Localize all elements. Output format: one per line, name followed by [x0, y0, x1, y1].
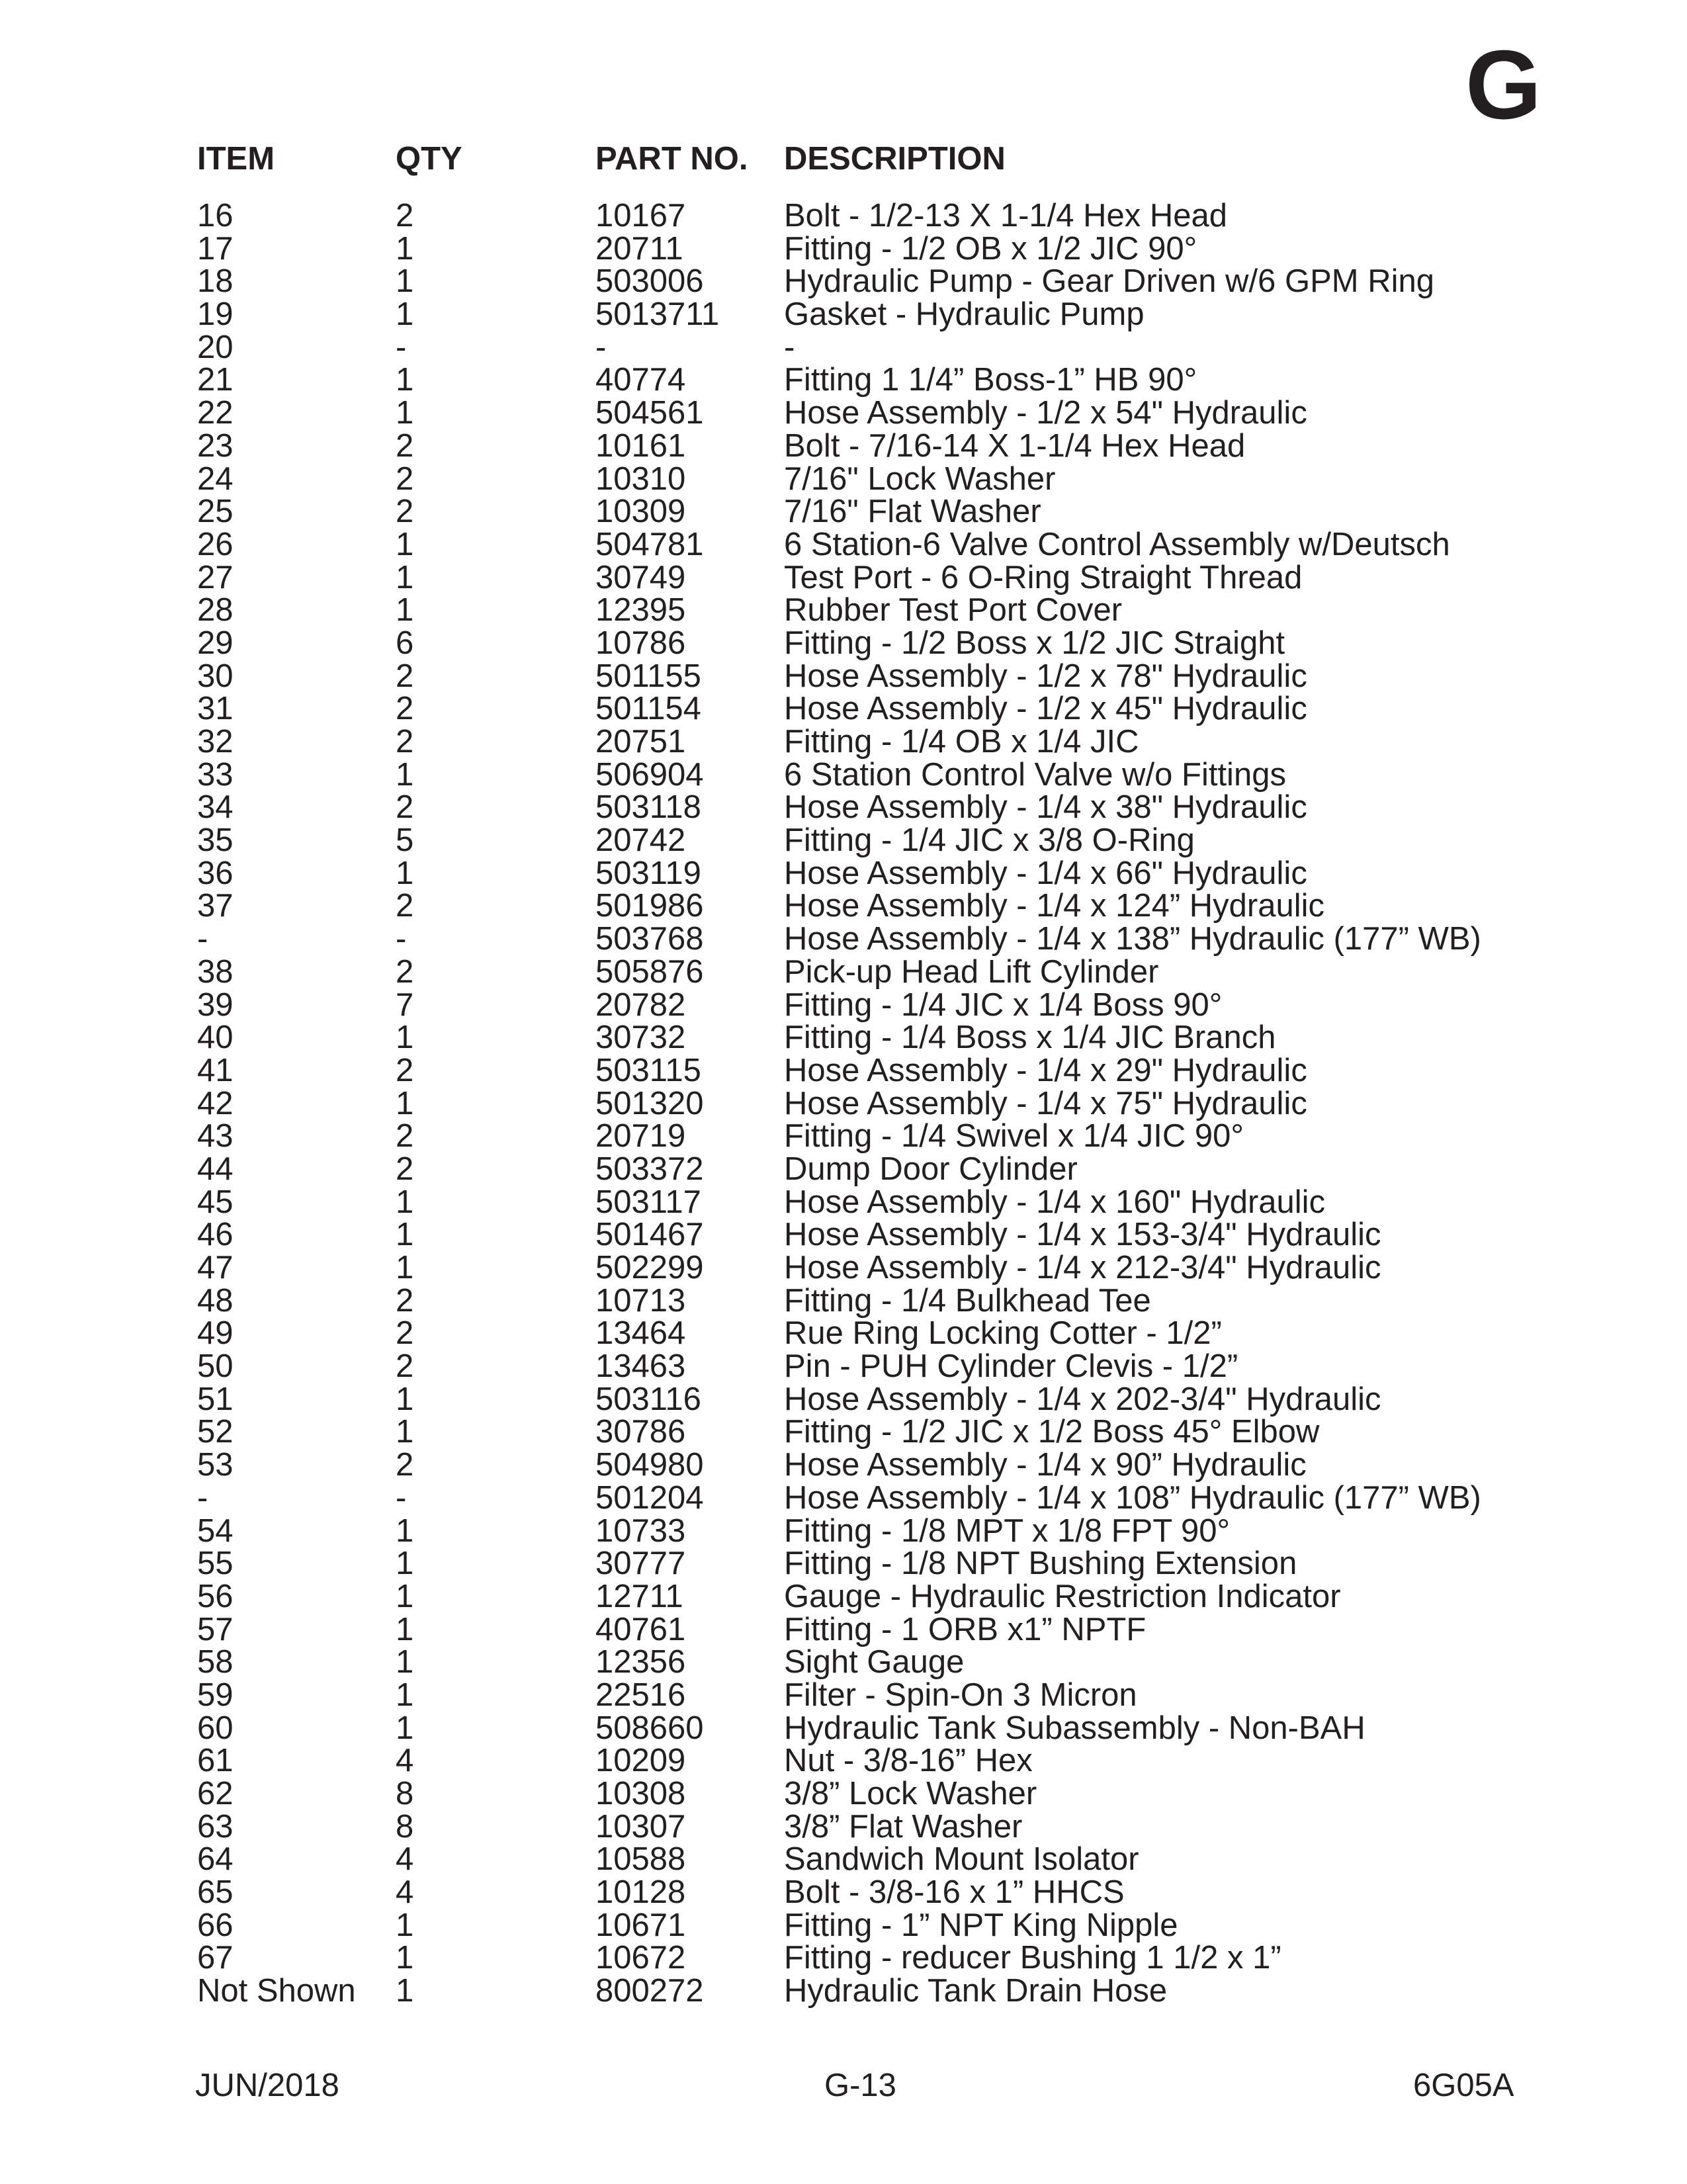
cell-part-no: 10733 — [595, 1512, 686, 1549]
table-row — [0, 857, 1687, 891]
cell-qty: - — [396, 1479, 407, 1516]
cell-item: 47 — [197, 1250, 234, 1286]
table-row — [0, 559, 1687, 595]
cell-item: 48 — [197, 1282, 234, 1319]
cell-part-no: 10672 — [595, 1940, 686, 1976]
table-row — [0, 1679, 1687, 1712]
table-row — [0, 1808, 1687, 1845]
cell-item: 30 — [197, 658, 234, 694]
cell-part-no: 501320 — [595, 1085, 704, 1121]
cell-qty: - — [396, 329, 407, 365]
cell-qty: 1 — [396, 559, 414, 595]
cell-item: 52 — [197, 1414, 234, 1450]
cell-qty: 1 — [396, 362, 414, 398]
table-row — [0, 331, 1687, 365]
cell-item: 23 — [197, 427, 234, 464]
cell-item: 64 — [197, 1841, 234, 1878]
cell-description: Pin - PUH Cylinder Clevis - 1/2” — [784, 1348, 1238, 1385]
cell-part-no: 503372 — [595, 1151, 704, 1187]
cell-description: Rue Ring Locking Cotter - 1/2” — [784, 1315, 1222, 1352]
cell-qty: 2 — [396, 1315, 414, 1352]
cell-part-no: 501155 — [595, 658, 701, 694]
table-header — [0, 140, 1687, 180]
table-row — [0, 1282, 1687, 1319]
cell-description: Fitting - 1/4 Bulkhead Tee — [784, 1282, 1151, 1319]
cell-part-no: 503006 — [595, 263, 704, 300]
cell-description: Rubber Test Port Cover — [784, 592, 1123, 629]
cell-item: 46 — [197, 1217, 234, 1253]
cell-part-no: 503115 — [595, 1052, 701, 1088]
cell-item: 56 — [197, 1578, 234, 1614]
cell-description: 6 Station Control Valve w/o Fittings — [784, 756, 1286, 793]
cell-part-no: 10588 — [595, 1841, 686, 1878]
table-row — [0, 1022, 1687, 1055]
cell-description: Hose Assembly - 1/4 x 212-3/4" Hydraulic — [784, 1250, 1381, 1286]
cell-qty: 2 — [396, 1282, 414, 1319]
table-row — [0, 1578, 1687, 1614]
cell-description: Fitting - 1/2 OB x 1/2 JIC 90° — [784, 230, 1197, 267]
cell-description: Bolt - 7/16-14 X 1-1/4 Hex Head — [784, 427, 1246, 464]
cell-item: 17 — [197, 230, 234, 267]
cell-description: Hose Assembly - 1/4 x 153-3/4" Hydraulic — [784, 1217, 1381, 1253]
cell-description: Fitting - 1/4 Swivel x 1/4 JIC 90° — [784, 1118, 1244, 1155]
cell-part-no: 13464 — [595, 1315, 686, 1352]
cell-qty: 1 — [396, 1217, 414, 1253]
table-row — [0, 496, 1687, 529]
cell-description: Nut - 3/8-16” Hex — [784, 1743, 1033, 1779]
cell-qty: 2 — [396, 724, 414, 760]
cell-item: 21 — [197, 362, 234, 398]
table-row — [0, 1085, 1687, 1121]
cell-part-no: 501986 — [595, 888, 704, 924]
cell-description: Fitting - 1/4 JIC x 3/8 O-Ring — [784, 822, 1195, 859]
table-row — [0, 1942, 1687, 1975]
cell-part-no: - — [595, 329, 607, 365]
cell-item: 29 — [197, 625, 234, 661]
table-row — [0, 1975, 1687, 2008]
cell-part-no: 508660 — [595, 1710, 704, 1746]
cell-description: Hydraulic Tank Subassembly - Non-BAH — [784, 1710, 1365, 1746]
cell-part-no: 10671 — [595, 1907, 686, 1943]
table-row — [0, 726, 1687, 759]
cell-qty: 2 — [396, 1447, 414, 1483]
cell-description: Sandwich Mount Isolator — [784, 1841, 1139, 1878]
table-row — [0, 1449, 1687, 1482]
table-row — [0, 660, 1687, 693]
table-row — [0, 890, 1687, 923]
cell-part-no: 503768 — [595, 921, 704, 957]
cell-description: Bolt - 1/2-13 X 1-1/4 Hex Head — [784, 198, 1228, 234]
header-item: ITEM — [197, 141, 275, 177]
cell-qty: 1 — [396, 296, 414, 333]
cell-item: 34 — [197, 789, 234, 826]
cell-item: 44 — [197, 1151, 234, 1187]
cell-qty: 2 — [396, 427, 414, 464]
cell-qty: 2 — [396, 1151, 414, 1187]
cell-description: 7/16" Flat Washer — [784, 494, 1041, 530]
cell-description: Fitting - 1/2 Boss x 1/2 JIC Straight — [784, 625, 1285, 661]
cell-qty: 1 — [396, 1907, 414, 1943]
cell-part-no: 20742 — [595, 822, 686, 859]
table-row — [0, 460, 1687, 497]
header-qty: QTY — [396, 141, 462, 177]
cell-item: - — [197, 921, 208, 957]
table-row — [0, 1745, 1687, 1778]
table-row — [0, 1479, 1687, 1516]
cell-description: Test Port - 6 O-Ring Straight Thread — [784, 559, 1303, 595]
cell-qty: 6 — [396, 625, 414, 661]
cell-description: Fitting - 1” NPT King Nipple — [784, 1907, 1178, 1943]
cell-description: Pick-up Head Lift Cylinder — [784, 953, 1159, 990]
cell-part-no: 506904 — [595, 756, 704, 793]
table-row — [0, 923, 1687, 956]
cell-item: 57 — [197, 1611, 234, 1647]
cell-description: Hose Assembly - 1/2 x 78" Hydraulic — [784, 658, 1307, 694]
cell-qty: 1 — [396, 395, 414, 431]
cell-description: Fitting - 1/4 JIC x 1/4 Boss 90° — [784, 986, 1223, 1023]
table-row — [0, 364, 1687, 397]
cell-part-no: 20711 — [595, 230, 683, 267]
cell-qty: 1 — [396, 1250, 414, 1286]
table-row — [0, 1778, 1687, 1811]
cell-part-no: 13463 — [595, 1348, 686, 1385]
cell-qty: 1 — [396, 230, 414, 267]
cell-description: Hose Assembly - 1/4 x 66" Hydraulic — [784, 855, 1307, 891]
cell-part-no: 501467 — [595, 1217, 704, 1253]
cell-item: 39 — [197, 986, 234, 1023]
table-row — [0, 953, 1687, 990]
cell-item: 45 — [197, 1184, 234, 1220]
cell-part-no: 30786 — [595, 1414, 686, 1450]
cell-item: 42 — [197, 1085, 234, 1121]
cell-description: Hose Assembly - 1/4 x 38" Hydraulic — [784, 789, 1307, 826]
cell-item: 36 — [197, 855, 234, 891]
cell-qty: 1 — [396, 1611, 414, 1647]
footer-date: JUN/2018 — [195, 2068, 339, 2103]
cell-part-no: 10307 — [595, 1808, 686, 1845]
cell-qty: - — [396, 921, 407, 957]
cell-part-no: 504980 — [595, 1447, 704, 1483]
cell-part-no: 10713 — [595, 1282, 686, 1319]
cell-qty: 1 — [396, 1973, 414, 2009]
cell-part-no: 10209 — [595, 1743, 686, 1779]
table-row — [0, 1252, 1687, 1285]
cell-description: 6 Station-6 Valve Control Assembly w/Deutsch — [784, 526, 1450, 562]
cell-item: - — [197, 1479, 208, 1516]
cell-item: 28 — [197, 592, 234, 629]
cell-part-no: 10128 — [595, 1874, 686, 1911]
cell-item: 25 — [197, 494, 234, 530]
cell-description: Filter - Spin-On 3 Micron — [784, 1677, 1137, 1713]
cell-part-no: 503119 — [595, 855, 701, 891]
table-row — [0, 427, 1687, 464]
cell-description: Hose Assembly - 1/2 x 54" Hydraulic — [784, 395, 1307, 431]
cell-qty: 1 — [396, 1020, 414, 1056]
table-row — [0, 791, 1687, 824]
cell-part-no: 20751 — [595, 724, 686, 760]
section-letter: G — [1465, 30, 1542, 140]
cell-item: 63 — [197, 1808, 234, 1845]
table-row — [0, 1909, 1687, 1943]
cell-part-no: 505876 — [595, 953, 704, 990]
cell-item: 59 — [197, 1677, 234, 1713]
cell-description: Fitting - 1/4 Boss x 1/4 JIC Branch — [784, 1020, 1276, 1056]
cell-qty: 2 — [396, 1118, 414, 1155]
cell-part-no: 12356 — [595, 1644, 686, 1681]
cell-description: Fitting - 1/2 JIC x 1/2 Boss 45° Elbow — [784, 1414, 1320, 1450]
cell-item: 61 — [197, 1743, 234, 1779]
cell-item: 32 — [197, 724, 234, 760]
table-row — [0, 1843, 1687, 1876]
cell-item: 35 — [197, 822, 234, 859]
table-row — [0, 1512, 1687, 1549]
cell-description: 3/8” Flat Washer — [784, 1808, 1023, 1845]
table-row — [0, 1712, 1687, 1745]
cell-description: Fitting - 1 ORB x1” NPTF — [784, 1611, 1146, 1647]
cell-qty: 1 — [396, 1546, 414, 1582]
cell-part-no: 30732 — [595, 1020, 686, 1056]
cell-part-no: 20719 — [595, 1118, 686, 1155]
footer-doc-code: 6G05A — [1413, 2068, 1514, 2103]
table-row — [0, 986, 1687, 1023]
table-row — [0, 594, 1687, 627]
cell-qty: 4 — [396, 1743, 414, 1779]
cell-part-no: 10308 — [595, 1776, 686, 1812]
cell-qty: 8 — [396, 1808, 414, 1845]
cell-item: 50 — [197, 1348, 234, 1385]
cell-description: Gasket - Hydraulic Pump — [784, 296, 1145, 333]
cell-qty: 1 — [396, 1381, 414, 1417]
cell-part-no: 10310 — [595, 460, 686, 497]
cell-qty: 2 — [396, 460, 414, 497]
cell-part-no: 503116 — [595, 1381, 701, 1417]
cell-part-no: 40774 — [595, 362, 686, 398]
cell-item: 67 — [197, 1940, 234, 1976]
cell-part-no: 30749 — [595, 559, 686, 595]
table-row — [0, 200, 1687, 233]
cell-item: 55 — [197, 1546, 234, 1582]
cell-description: Gauge - Hydraulic Restriction Indicator — [784, 1578, 1341, 1614]
table-row — [0, 1383, 1687, 1417]
cell-item: 20 — [197, 329, 234, 365]
cell-part-no: 502299 — [595, 1250, 704, 1286]
cell-qty: 1 — [396, 756, 414, 793]
cell-part-no: 22516 — [595, 1677, 686, 1713]
cell-part-no: 10309 — [595, 494, 686, 530]
cell-qty: 1 — [396, 1644, 414, 1681]
table-row — [0, 627, 1687, 660]
cell-qty: 2 — [396, 953, 414, 990]
cell-qty: 1 — [396, 1184, 414, 1220]
table-row — [0, 1186, 1687, 1219]
table-row — [0, 1153, 1687, 1186]
cell-description: Fitting - reducer Bushing 1 1/2 x 1” — [784, 1940, 1281, 1976]
cell-description: Hose Assembly - 1/4 x 138” Hydraulic (177” WB) — [784, 921, 1481, 957]
table-row — [0, 265, 1687, 298]
cell-part-no: 501204 — [595, 1479, 704, 1516]
table-row — [0, 1611, 1687, 1647]
table-row — [0, 756, 1687, 793]
cell-qty: 2 — [396, 198, 414, 234]
table-row — [0, 298, 1687, 331]
cell-qty: 2 — [396, 691, 414, 727]
cell-part-no: 10161 — [595, 427, 686, 464]
cell-part-no: 504781 — [595, 526, 704, 562]
cell-item: 65 — [197, 1874, 234, 1911]
cell-item: 58 — [197, 1644, 234, 1681]
cell-description: Fitting 1 1/4” Boss-1” HB 90° — [784, 362, 1197, 398]
cell-item: 43 — [197, 1118, 234, 1155]
cell-description: Fitting - 1/4 OB x 1/4 JIC — [784, 724, 1139, 760]
cell-qty: 1 — [396, 526, 414, 562]
cell-part-no: 800272 — [595, 1973, 704, 2009]
header-part-no: PART NO. — [595, 141, 748, 177]
cell-description: Hose Assembly - 1/4 x 75" Hydraulic — [784, 1085, 1307, 1121]
cell-item: 54 — [197, 1512, 234, 1549]
cell-description: Dump Door Cylinder — [784, 1151, 1078, 1187]
cell-item: 49 — [197, 1315, 234, 1352]
table-row — [0, 1317, 1687, 1350]
cell-part-no: 12395 — [595, 592, 686, 629]
cell-part-no: 503118 — [595, 789, 701, 826]
table-row — [0, 1646, 1687, 1679]
cell-item: 60 — [197, 1710, 234, 1746]
cell-item: 26 — [197, 526, 234, 562]
cell-qty: 1 — [396, 1677, 414, 1713]
cell-description: Hose Assembly - 1/4 x 108” Hydraulic (177” WB) — [784, 1479, 1481, 1516]
cell-description: Fitting - 1/8 NPT Bushing Extension — [784, 1546, 1297, 1582]
table-row — [0, 693, 1687, 726]
cell-item: 31 — [197, 691, 234, 727]
table-row — [0, 1120, 1687, 1153]
cell-part-no: 501154 — [595, 691, 701, 727]
cell-description: Sight Gauge — [784, 1644, 965, 1681]
cell-description: - — [784, 329, 795, 365]
cell-item: 51 — [197, 1381, 234, 1417]
cell-qty: 2 — [396, 1052, 414, 1088]
cell-item: 53 — [197, 1447, 234, 1483]
cell-item: 33 — [197, 756, 234, 793]
cell-qty: 1 — [396, 1578, 414, 1614]
cell-item: 37 — [197, 888, 234, 924]
cell-description: Hose Assembly - 1/4 x 202-3/4" Hydraulic — [784, 1381, 1381, 1417]
cell-part-no: 10167 — [595, 198, 686, 234]
cell-qty: 8 — [396, 1776, 414, 1812]
cell-qty: 4 — [396, 1874, 414, 1911]
cell-qty: 2 — [396, 789, 414, 826]
cell-qty: 2 — [396, 1348, 414, 1385]
table-row — [0, 1052, 1687, 1088]
cell-qty: 2 — [396, 658, 414, 694]
cell-qty: 1 — [396, 1414, 414, 1450]
cell-item: 66 — [197, 1907, 234, 1943]
cell-item: 38 — [197, 953, 234, 990]
cell-description: Bolt - 3/8-16 x 1” HHCS — [784, 1874, 1125, 1911]
cell-item: 16 — [197, 198, 234, 234]
cell-qty: 5 — [396, 822, 414, 859]
table-row — [0, 824, 1687, 857]
cell-qty: 7 — [396, 986, 414, 1023]
table-row — [0, 1416, 1687, 1449]
table-row — [0, 230, 1687, 267]
cell-qty: 1 — [396, 855, 414, 891]
cell-qty: 1 — [396, 1710, 414, 1746]
cell-description: Hydraulic Pump - Gear Driven w/6 GPM Ring — [784, 263, 1435, 300]
cell-item: 22 — [197, 395, 234, 431]
cell-part-no: 30777 — [595, 1546, 686, 1582]
cell-qty: 1 — [396, 1940, 414, 1976]
cell-part-no: 20782 — [595, 986, 686, 1023]
cell-qty: 1 — [396, 1512, 414, 1549]
cell-item: Not Shown — [197, 1973, 356, 2009]
header-description: DESCRIPTION — [784, 141, 1006, 177]
cell-description: Hose Assembly - 1/4 x 90” Hydraulic — [784, 1447, 1307, 1483]
cell-qty: 1 — [396, 1085, 414, 1121]
cell-part-no: 504561 — [595, 395, 704, 431]
cell-description: Hose Assembly - 1/2 x 45" Hydraulic — [784, 691, 1307, 727]
page-footer — [0, 2067, 1687, 2107]
cell-description: Fitting - 1/8 MPT x 1/8 FPT 90° — [784, 1512, 1231, 1549]
cell-part-no: 40761 — [595, 1611, 686, 1647]
cell-item: 41 — [197, 1052, 234, 1088]
table-row — [0, 1350, 1687, 1383]
cell-description: Hose Assembly - 1/4 x 29" Hydraulic — [784, 1052, 1307, 1088]
cell-qty: 4 — [396, 1841, 414, 1878]
table-row — [0, 1876, 1687, 1909]
cell-description: Hose Assembly - 1/4 x 124” Hydraulic — [784, 888, 1324, 924]
cell-qty: 2 — [396, 888, 414, 924]
cell-description: 3/8” Lock Washer — [784, 1776, 1037, 1812]
cell-part-no: 5013711 — [595, 296, 720, 333]
table-row — [0, 397, 1687, 430]
cell-part-no: 10786 — [595, 625, 686, 661]
footer-page-number: G-13 — [824, 2068, 896, 2103]
cell-part-no: 12711 — [595, 1578, 683, 1614]
table-row — [0, 1219, 1687, 1252]
cell-description: Hose Assembly - 1/4 x 160" Hydraulic — [784, 1184, 1326, 1220]
cell-qty: 2 — [396, 494, 414, 530]
cell-part-no: 503117 — [595, 1184, 701, 1220]
cell-qty: 1 — [396, 263, 414, 300]
cell-description: 7/16" Lock Washer — [784, 460, 1056, 497]
cell-item: 62 — [197, 1776, 234, 1812]
cell-item: 24 — [197, 460, 234, 497]
cell-item: 18 — [197, 263, 234, 300]
table-row — [0, 1548, 1687, 1581]
table-row — [0, 526, 1687, 562]
cell-item: 19 — [197, 296, 234, 333]
parts-table — [0, 200, 1687, 2008]
cell-qty: 1 — [396, 592, 414, 629]
cell-item: 40 — [197, 1020, 234, 1056]
cell-description: Hydraulic Tank Drain Hose — [784, 1973, 1168, 2009]
cell-item: 27 — [197, 559, 234, 595]
